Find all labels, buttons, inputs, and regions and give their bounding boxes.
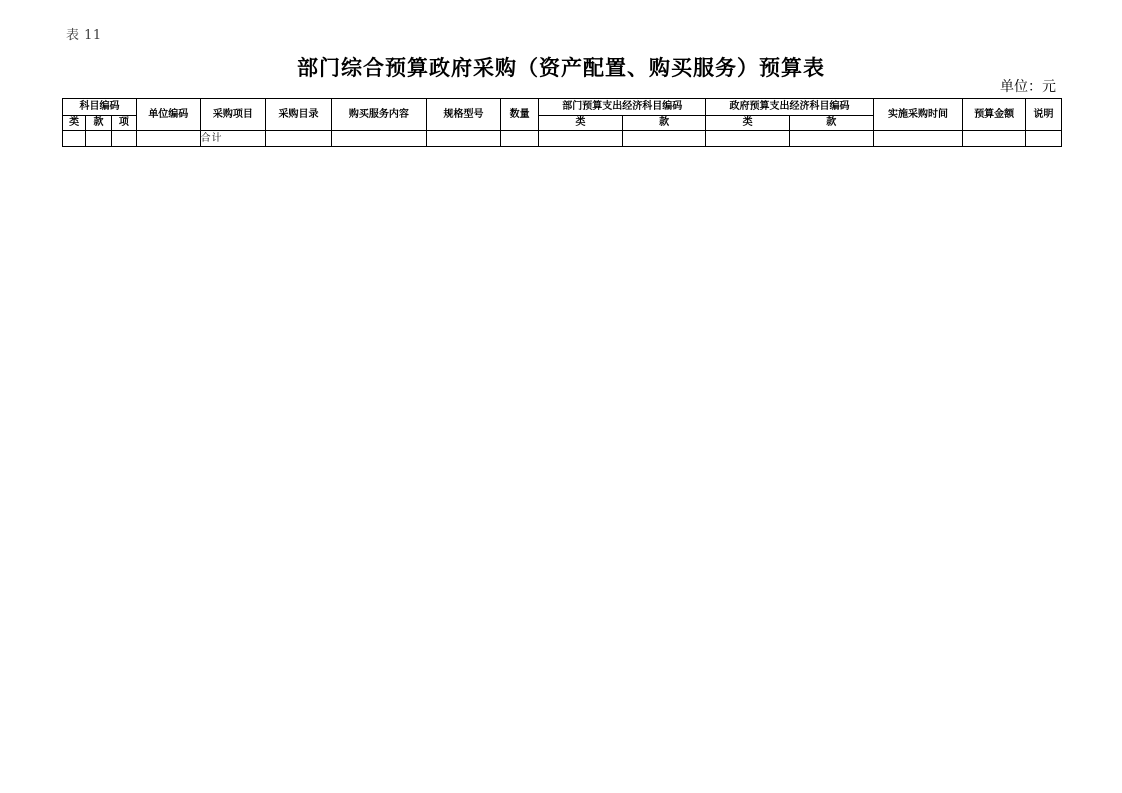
header-spec-model: 规格型号 <box>427 99 501 131</box>
header-unit-code: 单位编码 <box>137 99 200 131</box>
header-subject-kuan: 款 <box>86 116 111 131</box>
header-service-content: 购买服务内容 <box>331 99 426 131</box>
cell-purchase-time <box>873 131 963 147</box>
cell-gov-kuan <box>789 131 873 147</box>
table-row <box>63 131 1062 147</box>
cell-remark <box>1025 131 1061 147</box>
cell-gov-lei <box>706 131 790 147</box>
header-dept-lei: 类 <box>539 116 623 131</box>
cell-spec-model <box>427 131 501 147</box>
header-purchase-catalog: 采购目录 <box>266 99 332 131</box>
cell-dept-kuan <box>622 131 706 147</box>
header-dept-budget-econ-code: 部门预算支出经济科目编码 <box>539 99 706 116</box>
cell-quantity <box>501 131 539 147</box>
cell-lei <box>63 131 86 147</box>
page-title: 部门综合预算政府采购（资产配置、购买服务）预算表 <box>297 55 825 80</box>
table-header-group-row <box>63 99 1062 116</box>
unit-note: 单位：元 <box>1000 79 1056 95</box>
cell-kuan <box>86 131 111 147</box>
header-gov-budget-econ-code: 政府预算支出经济科目编码 <box>706 99 873 116</box>
header-gov-kuan: 款 <box>789 116 873 131</box>
header-remark: 说明 <box>1025 99 1061 131</box>
header-dept-kuan: 款 <box>622 116 706 131</box>
cell-service-content <box>331 131 426 147</box>
header-subject-code: 科目编码 <box>63 99 137 116</box>
cell-purchase-item: 合计 <box>200 131 266 147</box>
sheet-label: 表 11 <box>66 28 102 43</box>
header-subject-lei: 类 <box>63 116 86 131</box>
cell-unit-code <box>137 131 200 147</box>
header-budget-amount: 预算金额 <box>963 99 1025 131</box>
header-subject-xiang: 项 <box>111 116 136 131</box>
cell-purchase-catalog <box>266 131 332 147</box>
header-purchase-time: 实施采购时间 <box>873 99 963 131</box>
budget-table <box>62 98 1062 147</box>
cell-xiang <box>111 131 136 147</box>
cell-budget-amount <box>963 131 1025 147</box>
header-gov-lei: 类 <box>706 116 790 131</box>
cell-dept-lei <box>539 131 623 147</box>
header-quantity: 数量 <box>501 99 539 131</box>
header-purchase-item: 采购项目 <box>200 99 266 131</box>
